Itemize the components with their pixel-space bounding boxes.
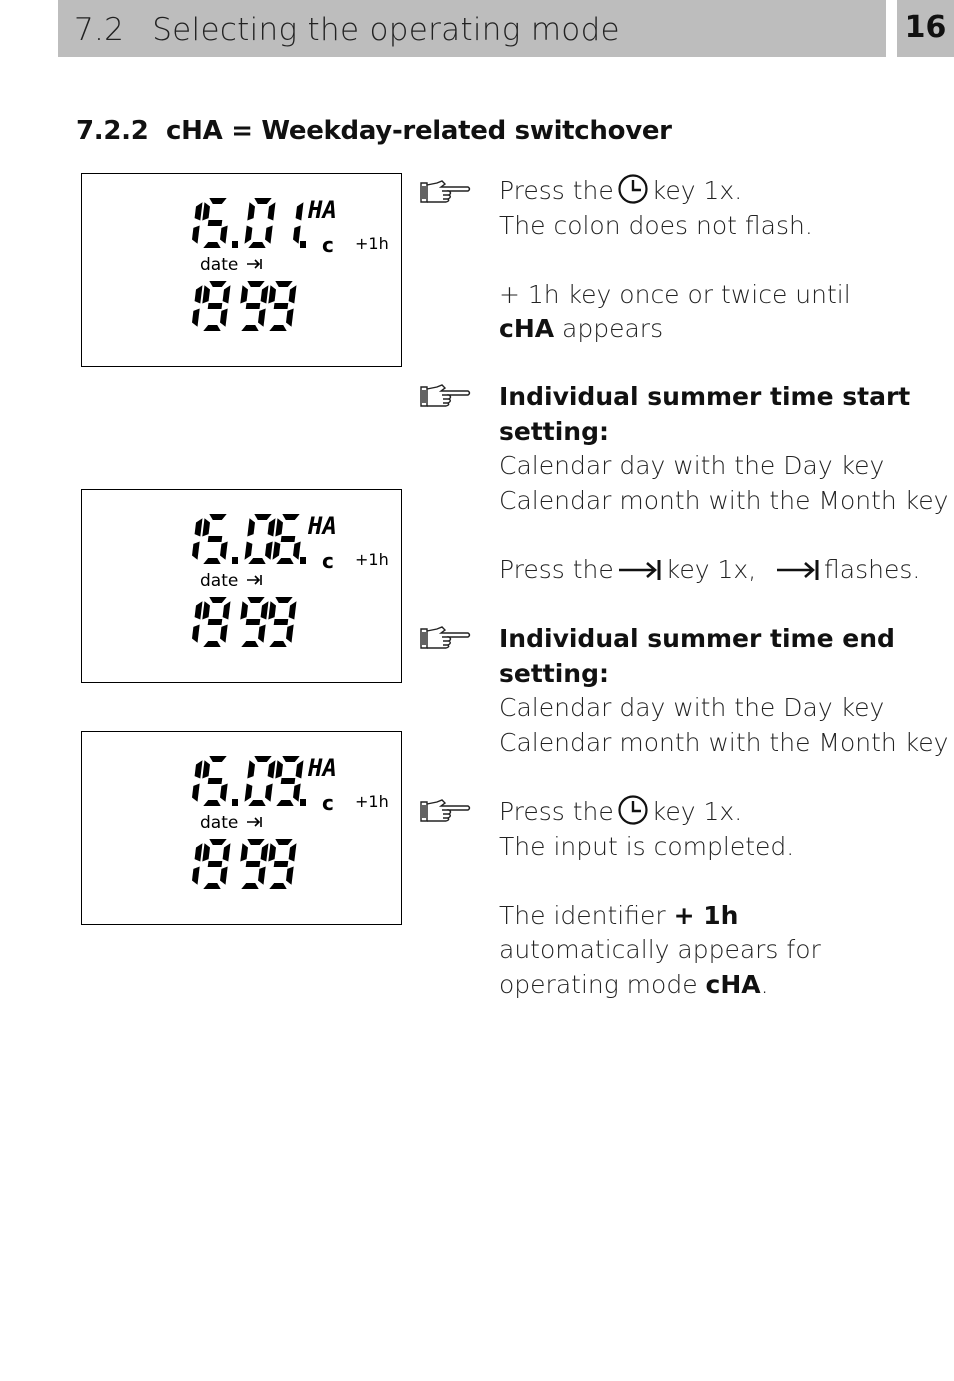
arrow-to-bar-icon bbox=[247, 575, 261, 585]
step4-text bbox=[499, 794, 821, 1002]
page-number: 16 bbox=[904, 10, 947, 45]
lcd-date-digit bbox=[192, 518, 203, 559]
arrow-to-bar-icon bbox=[247, 817, 261, 827]
lcd-date-digit bbox=[275, 756, 303, 806]
operating-mode-text: operating mode bbox=[499, 969, 706, 999]
lcd-indicator: c bbox=[322, 549, 334, 573]
section-title: Selecting the operating mode bbox=[152, 12, 620, 48]
lcd-date-digit bbox=[273, 514, 301, 564]
lcd-svg-1 bbox=[82, 174, 403, 368]
lcd-display-2 bbox=[81, 489, 402, 683]
lcd-indicator: c bbox=[322, 791, 334, 815]
lcd-date-digit bbox=[245, 756, 276, 806]
clock-key-icon bbox=[617, 173, 649, 205]
lcd-year-digit bbox=[268, 597, 296, 647]
subsection-title: cHA = Weekday-related switchover bbox=[166, 116, 672, 146]
pointing-hand-icon bbox=[418, 178, 472, 206]
lcd-plus1h-label: +1h bbox=[355, 234, 389, 253]
lcd-mode-label: HA bbox=[308, 196, 337, 224]
identifier-plus1h: + 1h bbox=[673, 900, 739, 930]
lcd-year-digit bbox=[202, 281, 230, 331]
lcd-svg-2 bbox=[82, 490, 403, 684]
step4-press-line bbox=[499, 794, 821, 830]
step1-line2: The colon does not flash. bbox=[499, 210, 813, 240]
lcd-date-digit bbox=[192, 760, 203, 801]
step2-press-line bbox=[499, 553, 948, 588]
section-number: 7.2 bbox=[74, 12, 125, 48]
arrow-to-bar-key-icon bbox=[775, 558, 821, 582]
lcd-dot bbox=[300, 241, 306, 248]
lcd-date-digit bbox=[293, 202, 304, 243]
step3-line2: Calendar month with the Month key bbox=[499, 727, 949, 757]
press-text: Press the bbox=[499, 176, 614, 205]
mode-cha: cHA bbox=[705, 969, 761, 999]
step1-line3: + 1h key once or twice until bbox=[499, 279, 851, 309]
step3-heading-2: setting: bbox=[499, 658, 609, 688]
lcd-year-digit bbox=[192, 843, 203, 884]
page-number-box bbox=[897, 0, 954, 57]
step3-line1: Calendar day with the Day key bbox=[499, 693, 885, 722]
lcd-date-label: date bbox=[200, 813, 239, 833]
pointing-hand-icon bbox=[418, 382, 472, 410]
lcd-dot bbox=[300, 557, 306, 564]
lcd-date-digit bbox=[202, 514, 227, 564]
appears-text: appears bbox=[554, 314, 664, 343]
step1-line4 bbox=[499, 312, 851, 347]
lcd-svg-3 bbox=[82, 732, 403, 926]
lcd-mode-label: HA bbox=[308, 754, 337, 782]
lcd-date-digit bbox=[245, 198, 276, 248]
step4-line4: automatically appears for bbox=[499, 935, 821, 964]
step4-line3 bbox=[499, 899, 821, 934]
arrow-to-bar-icon bbox=[247, 259, 261, 269]
subsection-number: 7.2.2 bbox=[76, 116, 149, 146]
pointing-hand-icon bbox=[418, 624, 472, 652]
key-text: key 1x. bbox=[651, 797, 743, 826]
lcd-year-digit bbox=[268, 839, 296, 889]
step2-text bbox=[499, 380, 948, 587]
lcd-mode-label: HA bbox=[308, 512, 337, 540]
lcd-indicator: c bbox=[322, 233, 334, 257]
clock-key-icon bbox=[617, 794, 649, 826]
lcd-year-digit bbox=[240, 839, 268, 889]
lcd-plus1h-label: +1h bbox=[355, 792, 389, 811]
lcd-date-digit bbox=[202, 756, 227, 806]
step4-line2: The input is completed. bbox=[499, 831, 795, 861]
identifier-text: The identifier bbox=[499, 900, 674, 930]
lcd-date-digit bbox=[192, 202, 203, 243]
step2-heading-2: setting: bbox=[499, 416, 609, 446]
step3-text bbox=[499, 622, 948, 760]
step1-text bbox=[499, 173, 851, 347]
lcd-dot bbox=[232, 557, 238, 564]
lcd-year-digit bbox=[240, 597, 268, 647]
arrow-to-bar-key-icon bbox=[617, 558, 663, 582]
lcd-year-digit bbox=[202, 597, 230, 647]
flashes-text: flashes. bbox=[824, 554, 921, 584]
lcd-dot bbox=[232, 241, 238, 248]
lcd-year-digit bbox=[240, 281, 268, 331]
lcd-year-digit bbox=[202, 839, 230, 889]
page-header-title bbox=[74, 12, 620, 48]
key-text: key 1x, bbox=[665, 554, 757, 584]
step4-line5 bbox=[499, 968, 821, 1003]
lcd-display-1 bbox=[81, 173, 402, 367]
press-text: Press the bbox=[499, 797, 614, 826]
step2-line1: Calendar day with the Day key bbox=[499, 451, 885, 480]
lcd-plus1h-label: +1h bbox=[355, 550, 389, 569]
step1-press-line bbox=[499, 173, 851, 209]
press-text: Press the bbox=[499, 554, 614, 584]
lcd-year-digit bbox=[192, 285, 203, 326]
lcd-date-digit bbox=[202, 198, 227, 248]
subsection-heading bbox=[76, 116, 672, 146]
key-text: key 1x. bbox=[651, 176, 743, 205]
step2-line2: Calendar month with the Month key bbox=[499, 485, 949, 515]
lcd-dot bbox=[300, 799, 306, 806]
mode-cha: cHA bbox=[499, 314, 555, 343]
lcd-date-label: date bbox=[200, 255, 239, 275]
lcd-dot bbox=[232, 799, 238, 806]
step3-heading-1: Individual summer time end bbox=[499, 624, 895, 653]
pointing-hand-icon bbox=[418, 797, 472, 825]
lcd-display-3 bbox=[81, 731, 402, 925]
lcd-year-digit bbox=[268, 281, 296, 331]
period: . bbox=[760, 969, 769, 999]
step2-heading-1: Individual summer time start bbox=[499, 382, 911, 411]
lcd-date-digit bbox=[245, 514, 276, 564]
lcd-year-digit bbox=[192, 601, 203, 642]
lcd-date-label: date bbox=[200, 571, 239, 591]
